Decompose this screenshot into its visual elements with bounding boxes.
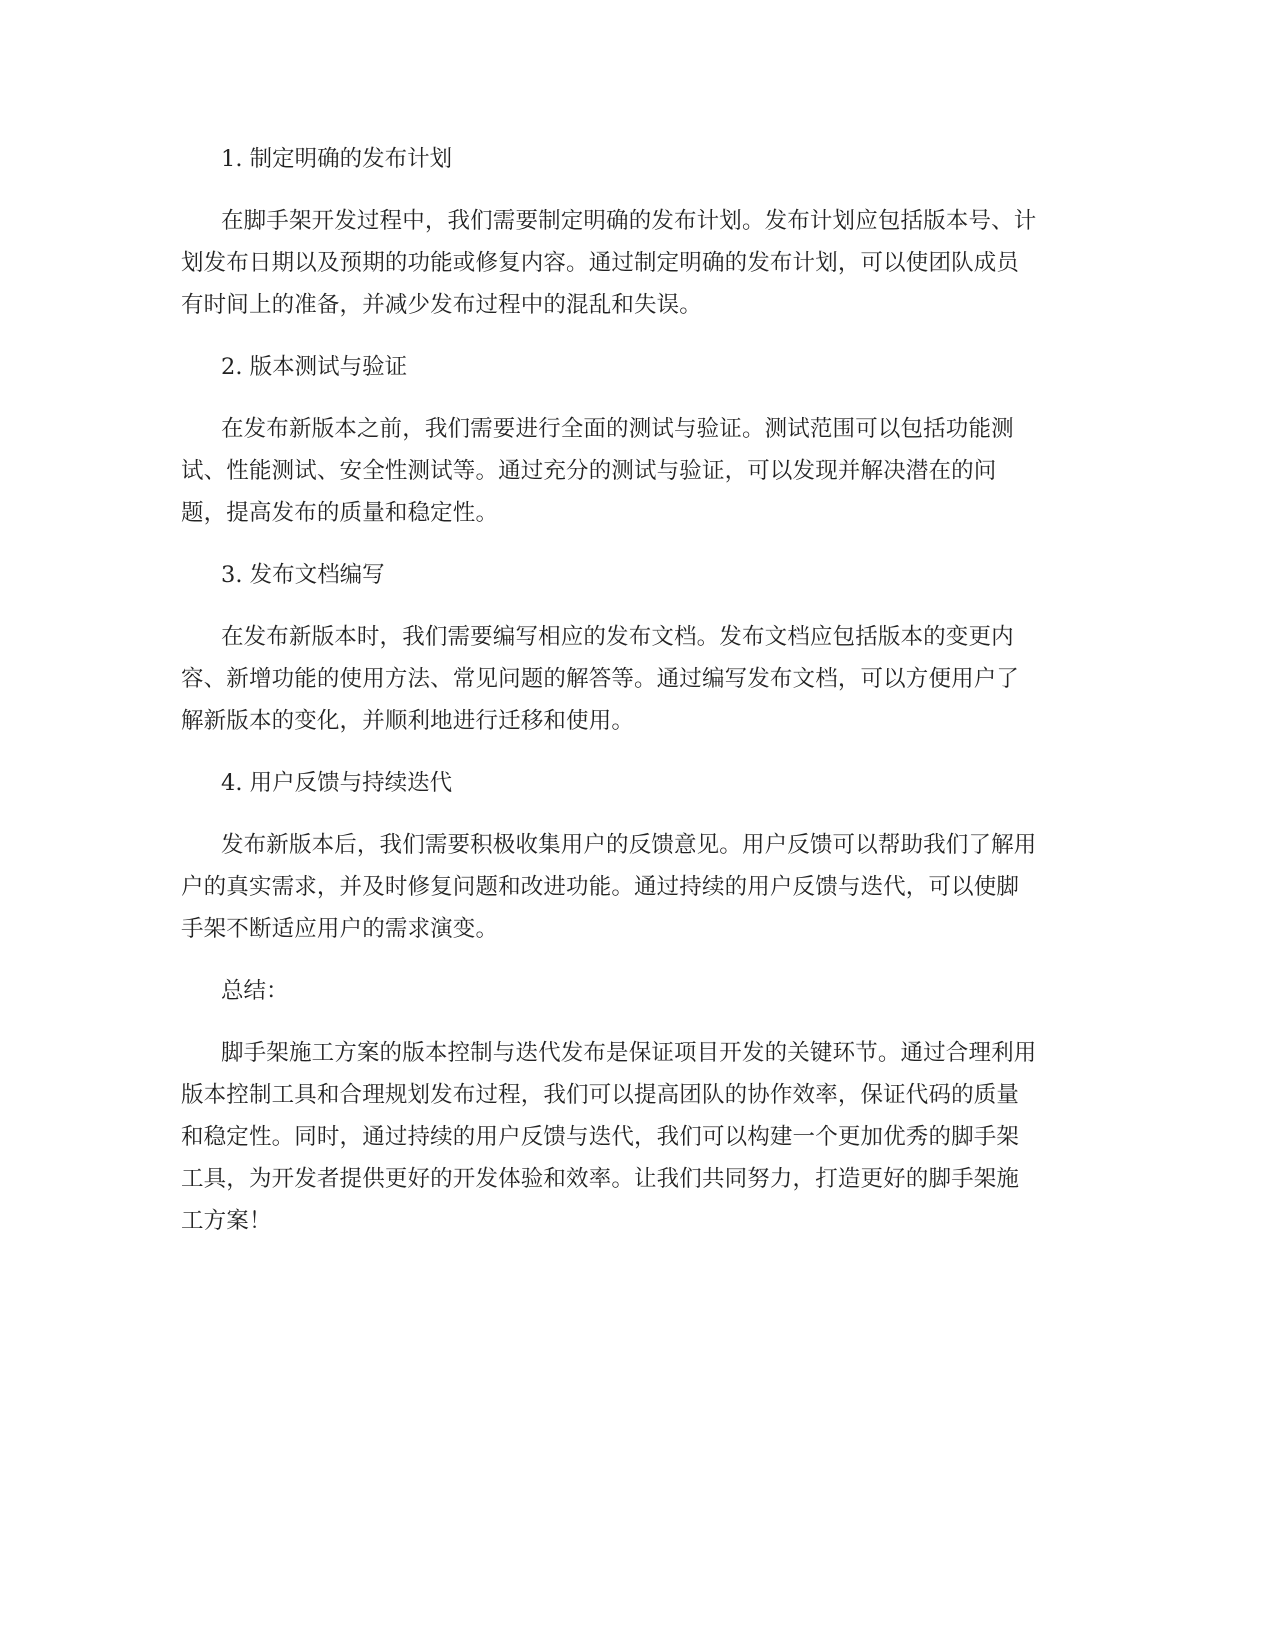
section-3-heading: 3. 发布文档编写 [221,562,385,588]
section-4-body: 发布新版本后，我们需要积极收集用户的反馈意见。用户反馈可以帮助我们了解用户的真实需求，并及时修复问题和改进功能。通过持续的用户反馈与迭代，可以使脚手架不断适应用户的需求演变。 [181,832,1037,942]
summary-body: 脚手架施工方案的版本控制与迭代发布是保证项目开发的关键环节。通过合理利用版本控制工具和合理规划发布过程，我们可以提高团队的协作效率，保证代码的质量和稳定性。同时，通过持续的用户反馈与迭代，我们可以构建一个更加优秀的脚手架工具，为开发者提供更好的开发体验和效率。让我们共同努力，打造更好的脚手架施工方案！ [181,1040,1037,1234]
section-1-heading: 1. 制定明确的发布计划 [221,146,453,172]
section-2-heading: 2. 版本测试与验证 [221,354,408,380]
document-content [181,138,1037,1262]
summary-heading: 总结： [221,978,289,1004]
section-3-body: 在发布新版本时，我们需要编写相应的发布文档。发布文档应包括版本的变更内容、新增功能的使用方法、常见问题的解答等。通过编写发布文档，可以方便用户了解新版本的变化，并顺利地进行迁移和使用。 [181,624,1020,734]
section-2-body: 在发布新版本之前，我们需要进行全面的测试与验证。测试范围可以包括功能测试、性能测试、安全性测试等。通过充分的测试与验证，可以发现并解决潜在的问题，提高发布的质量和稳定性。 [181,416,1014,526]
section-1-body: 在脚手架开发过程中，我们需要制定明确的发布计划。发布计划应包括版本号、计划发布日期以及预期的功能或修复内容。通过制定明确的发布计划，可以使团队成员有时间上的准备，并减少发布过程中的混乱和失误。 [181,208,1037,318]
section-4-heading: 4. 用户反馈与持续迭代 [221,770,453,796]
